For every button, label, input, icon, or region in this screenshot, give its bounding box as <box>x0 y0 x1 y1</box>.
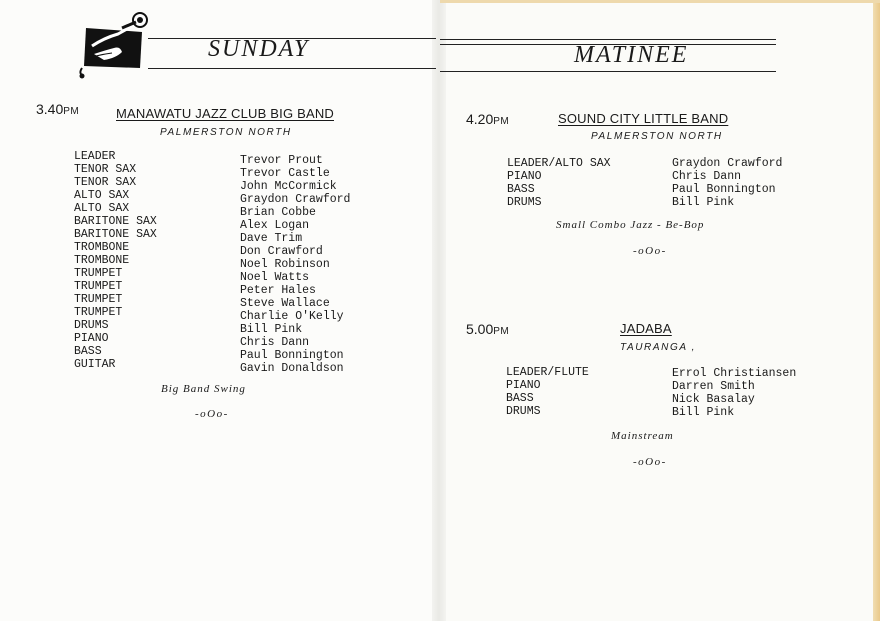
role: LEADER <box>74 150 116 163</box>
trumpet-hand-logo-icon <box>74 10 156 82</box>
musician-name: Graydon Crawford <box>672 157 783 170</box>
musician-name: Noel Robinson <box>240 258 330 271</box>
banner-rule-bottom-right <box>440 71 776 72</box>
musician-name: Nick Basalay <box>672 393 755 406</box>
musician-name: Charlie O'Kelly <box>240 310 344 323</box>
session-time: 3.40PM <box>36 101 80 117</box>
role: DRUMS <box>74 319 109 332</box>
roles-list <box>74 150 157 371</box>
role: BASS <box>506 392 534 405</box>
musician-name: Darren Smith <box>672 380 755 393</box>
banner-title-sunday: SUNDAY <box>208 36 310 62</box>
role: PIANO <box>74 332 109 345</box>
musician-name: Paul Bonnington <box>672 183 776 196</box>
musician-name: Paul Bonnington <box>240 349 344 362</box>
band-location: PALMERSTON NORTH <box>591 131 723 142</box>
music-style: Small Combo Jazz - Be-Bop <box>556 219 705 231</box>
musician-name: Bill Pink <box>240 323 303 336</box>
right-page <box>440 0 880 621</box>
band-location: TAURANGA , <box>620 342 697 353</box>
banner-title-matinee: MATINEE <box>574 42 689 68</box>
role: TROMBONE <box>74 254 130 267</box>
role: DRUMS <box>507 196 542 209</box>
band-name: SOUND CITY LITTLE BAND <box>558 111 729 126</box>
musician-name: Chris Dann <box>240 336 310 349</box>
musician-name: Trevor Castle <box>240 167 330 180</box>
role: BARITONE SAX <box>74 228 157 241</box>
role: PIANO <box>507 170 542 183</box>
session-time: 5.00PM <box>466 321 510 337</box>
names-list <box>240 154 350 375</box>
role: LEADER/FLUTE <box>506 366 589 379</box>
role: ALTO SAX <box>74 202 130 215</box>
banner-rule-top-right <box>440 39 776 40</box>
section-separator: -oOo- <box>633 456 667 468</box>
role: GUITAR <box>74 358 116 371</box>
role: BASS <box>74 345 102 358</box>
names-list <box>672 367 796 419</box>
names-list <box>672 157 782 209</box>
band-location: PALMERSTON NORTH <box>160 127 292 138</box>
musician-name: Gavin Donaldson <box>240 362 344 375</box>
role: TROMBONE <box>74 241 130 254</box>
role: DRUMS <box>506 405 541 418</box>
page-edge-top <box>440 0 880 3</box>
session-time: 4.20PM <box>466 111 510 127</box>
role: TRUMPET <box>74 306 123 319</box>
musician-name: Don Crawford <box>240 245 323 258</box>
role: BARITONE SAX <box>74 215 157 228</box>
role: TENOR SAX <box>74 176 137 189</box>
musician-name: Steve Wallace <box>240 297 330 310</box>
role: TRUMPET <box>74 267 123 280</box>
musician-name: Graydon Crawford <box>240 193 351 206</box>
music-style: Mainstream <box>611 430 674 442</box>
role: TRUMPET <box>74 280 123 293</box>
musician-name: Noel Watts <box>240 271 310 284</box>
musician-name: Bill Pink <box>672 406 735 419</box>
musician-name: Errol Christiansen <box>672 367 797 380</box>
band-name: MANAWATU JAZZ CLUB BIG BAND <box>116 106 334 121</box>
page-gutter <box>432 0 446 621</box>
band-name: JADABA <box>620 321 672 336</box>
role: TRUMPET <box>74 293 123 306</box>
musician-name: Dave Trim <box>240 232 303 245</box>
musician-name: Peter Hales <box>240 284 316 297</box>
roles-list <box>507 157 611 209</box>
page-edge <box>873 0 880 621</box>
musician-name: Trevor Prout <box>240 154 323 167</box>
section-separator: -oOo- <box>633 245 667 257</box>
role: ALTO SAX <box>74 189 130 202</box>
musician-name: Chris Dann <box>672 170 742 183</box>
role: TENOR SAX <box>74 163 137 176</box>
musician-name: John McCormick <box>240 180 337 193</box>
roles-list <box>506 366 589 418</box>
banner-rule-bottom-left <box>148 68 436 69</box>
musician-name: Alex Logan <box>240 219 310 232</box>
section-separator: -oOo- <box>195 408 229 420</box>
role: PIANO <box>506 379 541 392</box>
role: LEADER/ALTO SAX <box>507 157 611 170</box>
musician-name: Bill Pink <box>672 196 735 209</box>
music-style: Big Band Swing <box>161 383 246 395</box>
musician-name: Brian Cobbe <box>240 206 316 219</box>
role: BASS <box>507 183 535 196</box>
